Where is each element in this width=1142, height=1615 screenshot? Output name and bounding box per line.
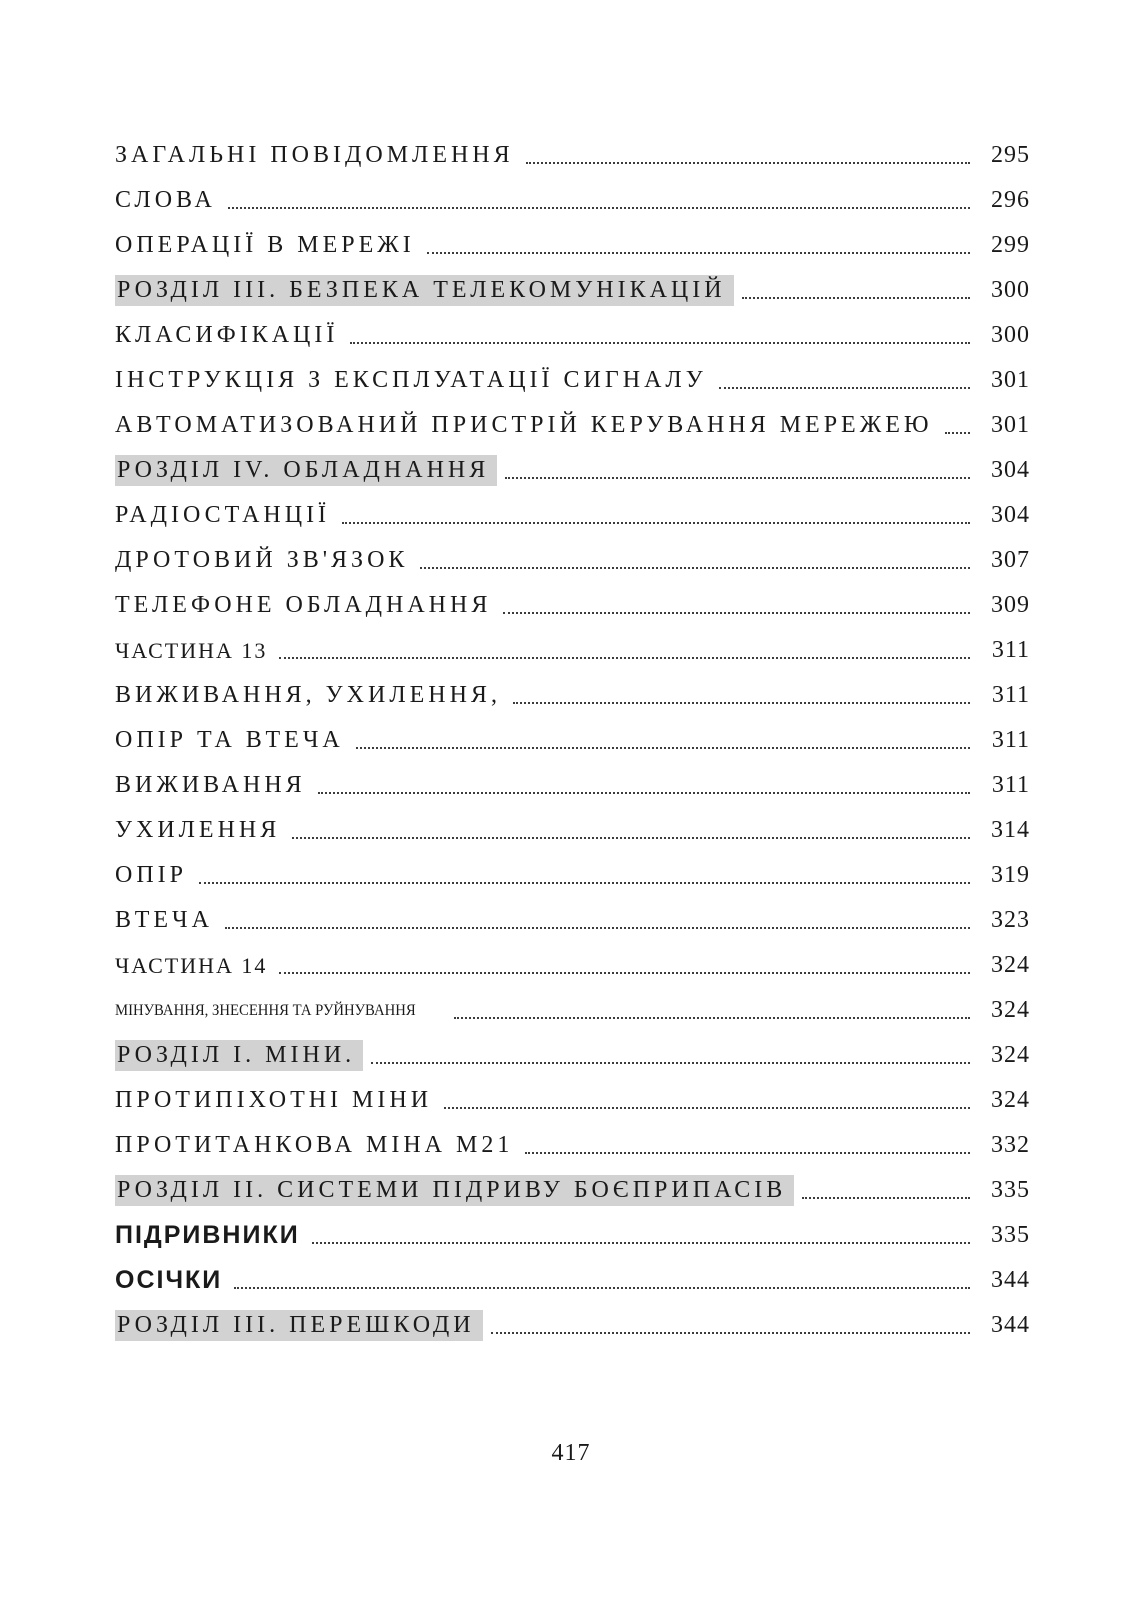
toc-entry[interactable] [115, 538, 1030, 583]
toc-entry-page: 324 [991, 952, 1030, 978]
toc-entry[interactable] [115, 493, 1030, 538]
toc-entry-label: ПІДРИВНИКИ [115, 1221, 300, 1249]
toc-entry-page: 311 [991, 637, 1030, 663]
toc-entry-label: УХИЛЕННЯ [115, 817, 281, 843]
toc-entry[interactable] [115, 268, 1030, 313]
toc-entry-label: ПРОТИПІХОТНІ МІНИ [115, 1087, 433, 1113]
toc-leader-dots [279, 657, 970, 659]
toc-leader-dots [356, 747, 970, 749]
toc-entry-page: 332 [991, 1132, 1030, 1158]
toc-entry[interactable] [115, 673, 1030, 718]
toc-leader-dots [802, 1197, 970, 1199]
toc-entry-page: 324 [991, 1087, 1030, 1113]
toc-leader-dots [279, 972, 970, 974]
toc-entry-label: ДРОТОВИЙ ЗВ'ЯЗОК [115, 547, 409, 573]
toc-leader-dots [525, 1152, 970, 1154]
toc-entry[interactable] [115, 1078, 1030, 1123]
toc-entry[interactable] [115, 583, 1030, 628]
toc-leader-dots [945, 432, 970, 434]
toc-entry-page: 335 [991, 1177, 1030, 1203]
toc-entry-page: 304 [991, 502, 1030, 528]
toc-leader-dots [742, 297, 970, 299]
toc-entry-page: 301 [991, 367, 1030, 393]
toc-entry-label: ОПІР [115, 862, 188, 888]
toc-leader-dots [420, 567, 970, 569]
toc-entry[interactable] [115, 1213, 1030, 1258]
toc-entry[interactable] [115, 1258, 1030, 1303]
toc-leader-dots [199, 882, 970, 884]
toc-entry-label: ОСІЧКИ [115, 1266, 223, 1294]
toc-leader-dots [318, 792, 970, 794]
toc-leader-dots [444, 1107, 970, 1109]
toc-leader-dots [526, 162, 970, 164]
toc-entry-label: ТЕЛЕФОНЕ ОБЛАДНАННЯ [115, 592, 492, 618]
toc-entry-label: ОПЕРАЦІЇ В МЕРЕЖІ [115, 232, 415, 258]
toc-entry-label: АВТОМАТИЗОВАНИЙ ПРИСТРІЙ КЕРУВАННЯ МЕРЕЖЕЮ [115, 412, 933, 438]
toc-leader-dots [505, 477, 970, 479]
toc-entry[interactable] [115, 808, 1030, 853]
toc-entry[interactable] [115, 358, 1030, 403]
toc-entry-label: ВТЕЧА [115, 907, 213, 933]
toc-entry-page: 300 [991, 277, 1030, 303]
toc-entry-label: РОЗДІЛ I. МІНИ. [115, 1040, 363, 1071]
toc-leader-dots [513, 702, 970, 704]
toc-entry[interactable] [115, 223, 1030, 268]
toc-entry[interactable] [115, 403, 1030, 448]
toc-entry[interactable] [115, 313, 1030, 358]
toc-entry[interactable] [115, 1168, 1030, 1213]
toc-entry-page: 311 [991, 682, 1030, 708]
toc-entry-label: РОЗДІЛ III. БЕЗПЕКА ТЕЛЕКОМУНІКАЦІЙ [115, 275, 734, 306]
toc-entry-page: 323 [991, 907, 1030, 933]
toc-entry-label: ІНСТРУКЦІЯ З ЕКСПЛУАТАЦІЇ СИГНАЛУ [115, 367, 707, 393]
toc-leader-dots [225, 927, 970, 929]
toc-entry-label: РОЗДІЛ III. ПЕРЕШКОДИ [115, 1310, 483, 1341]
toc-entry-label: СЛОВА [115, 187, 216, 213]
toc-entry[interactable] [115, 133, 1030, 178]
page-number: 417 [551, 1440, 591, 1466]
toc-entry-page: 324 [991, 1042, 1030, 1068]
toc-entry-label: ПРОТИТАНКОВА МІНА М21 [115, 1132, 514, 1158]
toc-entry-page: 307 [991, 547, 1030, 573]
toc-entry-page: 300 [991, 322, 1030, 348]
toc-entry-page: 319 [991, 862, 1030, 888]
toc-leader-dots [350, 342, 970, 344]
toc-entry-label: ЧАСТИНА 14 [115, 952, 268, 978]
toc-entry-page: 324 [991, 997, 1030, 1023]
toc-entry-page: 344 [991, 1312, 1030, 1338]
toc-entry[interactable] [115, 988, 1030, 1033]
toc-entry-label: МІНУВАННЯ, ЗНЕСЕННЯ ТА РУЙНУВАННЯ [115, 1001, 416, 1019]
toc-entry-page: 299 [991, 232, 1030, 258]
toc-entry-page: 309 [991, 592, 1030, 618]
toc-entry[interactable] [115, 1303, 1030, 1348]
toc-entry[interactable] [115, 1033, 1030, 1078]
toc-entry[interactable] [115, 448, 1030, 493]
toc-entry-label: РАДІОСТАНЦІЇ [115, 502, 331, 528]
toc-entry-page: 314 [991, 817, 1030, 843]
toc-entry[interactable] [115, 763, 1030, 808]
toc-entry-page: 311 [991, 772, 1030, 798]
toc-entry-page: 335 [991, 1222, 1030, 1248]
toc-leader-dots [427, 252, 970, 254]
toc-entry[interactable] [115, 898, 1030, 943]
toc-entry-page: 304 [991, 457, 1030, 483]
toc-entry[interactable] [115, 178, 1030, 223]
toc-leader-dots [228, 207, 970, 209]
toc-entry[interactable] [115, 628, 1030, 673]
toc-entry-page: 296 [991, 187, 1030, 213]
toc-leader-dots [292, 837, 970, 839]
toc-entry-label: РОЗДІЛ IV. ОБЛАДНАННЯ [115, 455, 497, 486]
toc-leader-dots [371, 1062, 970, 1064]
toc-entry[interactable] [115, 943, 1030, 988]
toc-entry-page: 311 [991, 727, 1030, 753]
toc-entry-page: 344 [991, 1267, 1030, 1293]
toc-entry[interactable] [115, 1123, 1030, 1168]
toc-list [115, 133, 1030, 1348]
toc-entry-label: ВИЖИВАННЯ, УХИЛЕННЯ, [115, 682, 501, 708]
toc-entry-label: ЗАГАЛЬНІ ПОВІДОМЛЕННЯ [115, 142, 514, 168]
toc-entry-label: ВИЖИВАННЯ [115, 772, 306, 798]
toc-leader-dots [719, 387, 970, 389]
toc-leader-dots [454, 1017, 970, 1019]
toc-leader-dots [342, 522, 970, 524]
toc-entry-label: ОПІР ТА ВТЕЧА [115, 727, 344, 753]
toc-entry-page: 295 [991, 142, 1030, 168]
toc-leader-dots [503, 612, 970, 614]
toc-leader-dots [491, 1332, 970, 1334]
toc-entry[interactable] [115, 718, 1030, 763]
toc-entry[interactable] [115, 853, 1030, 898]
toc-leader-dots [234, 1287, 970, 1289]
toc-entry-label: ЧАСТИНА 13 [115, 637, 268, 663]
toc-entry-page: 301 [991, 412, 1030, 438]
toc-entry-label: РОЗДІЛ II. СИСТЕМИ ПІДРИВУ БОЄПРИПАСІВ [115, 1175, 794, 1206]
toc-entry-label: КЛАСИФІКАЦІЇ [115, 322, 339, 348]
toc-leader-dots [312, 1242, 970, 1244]
